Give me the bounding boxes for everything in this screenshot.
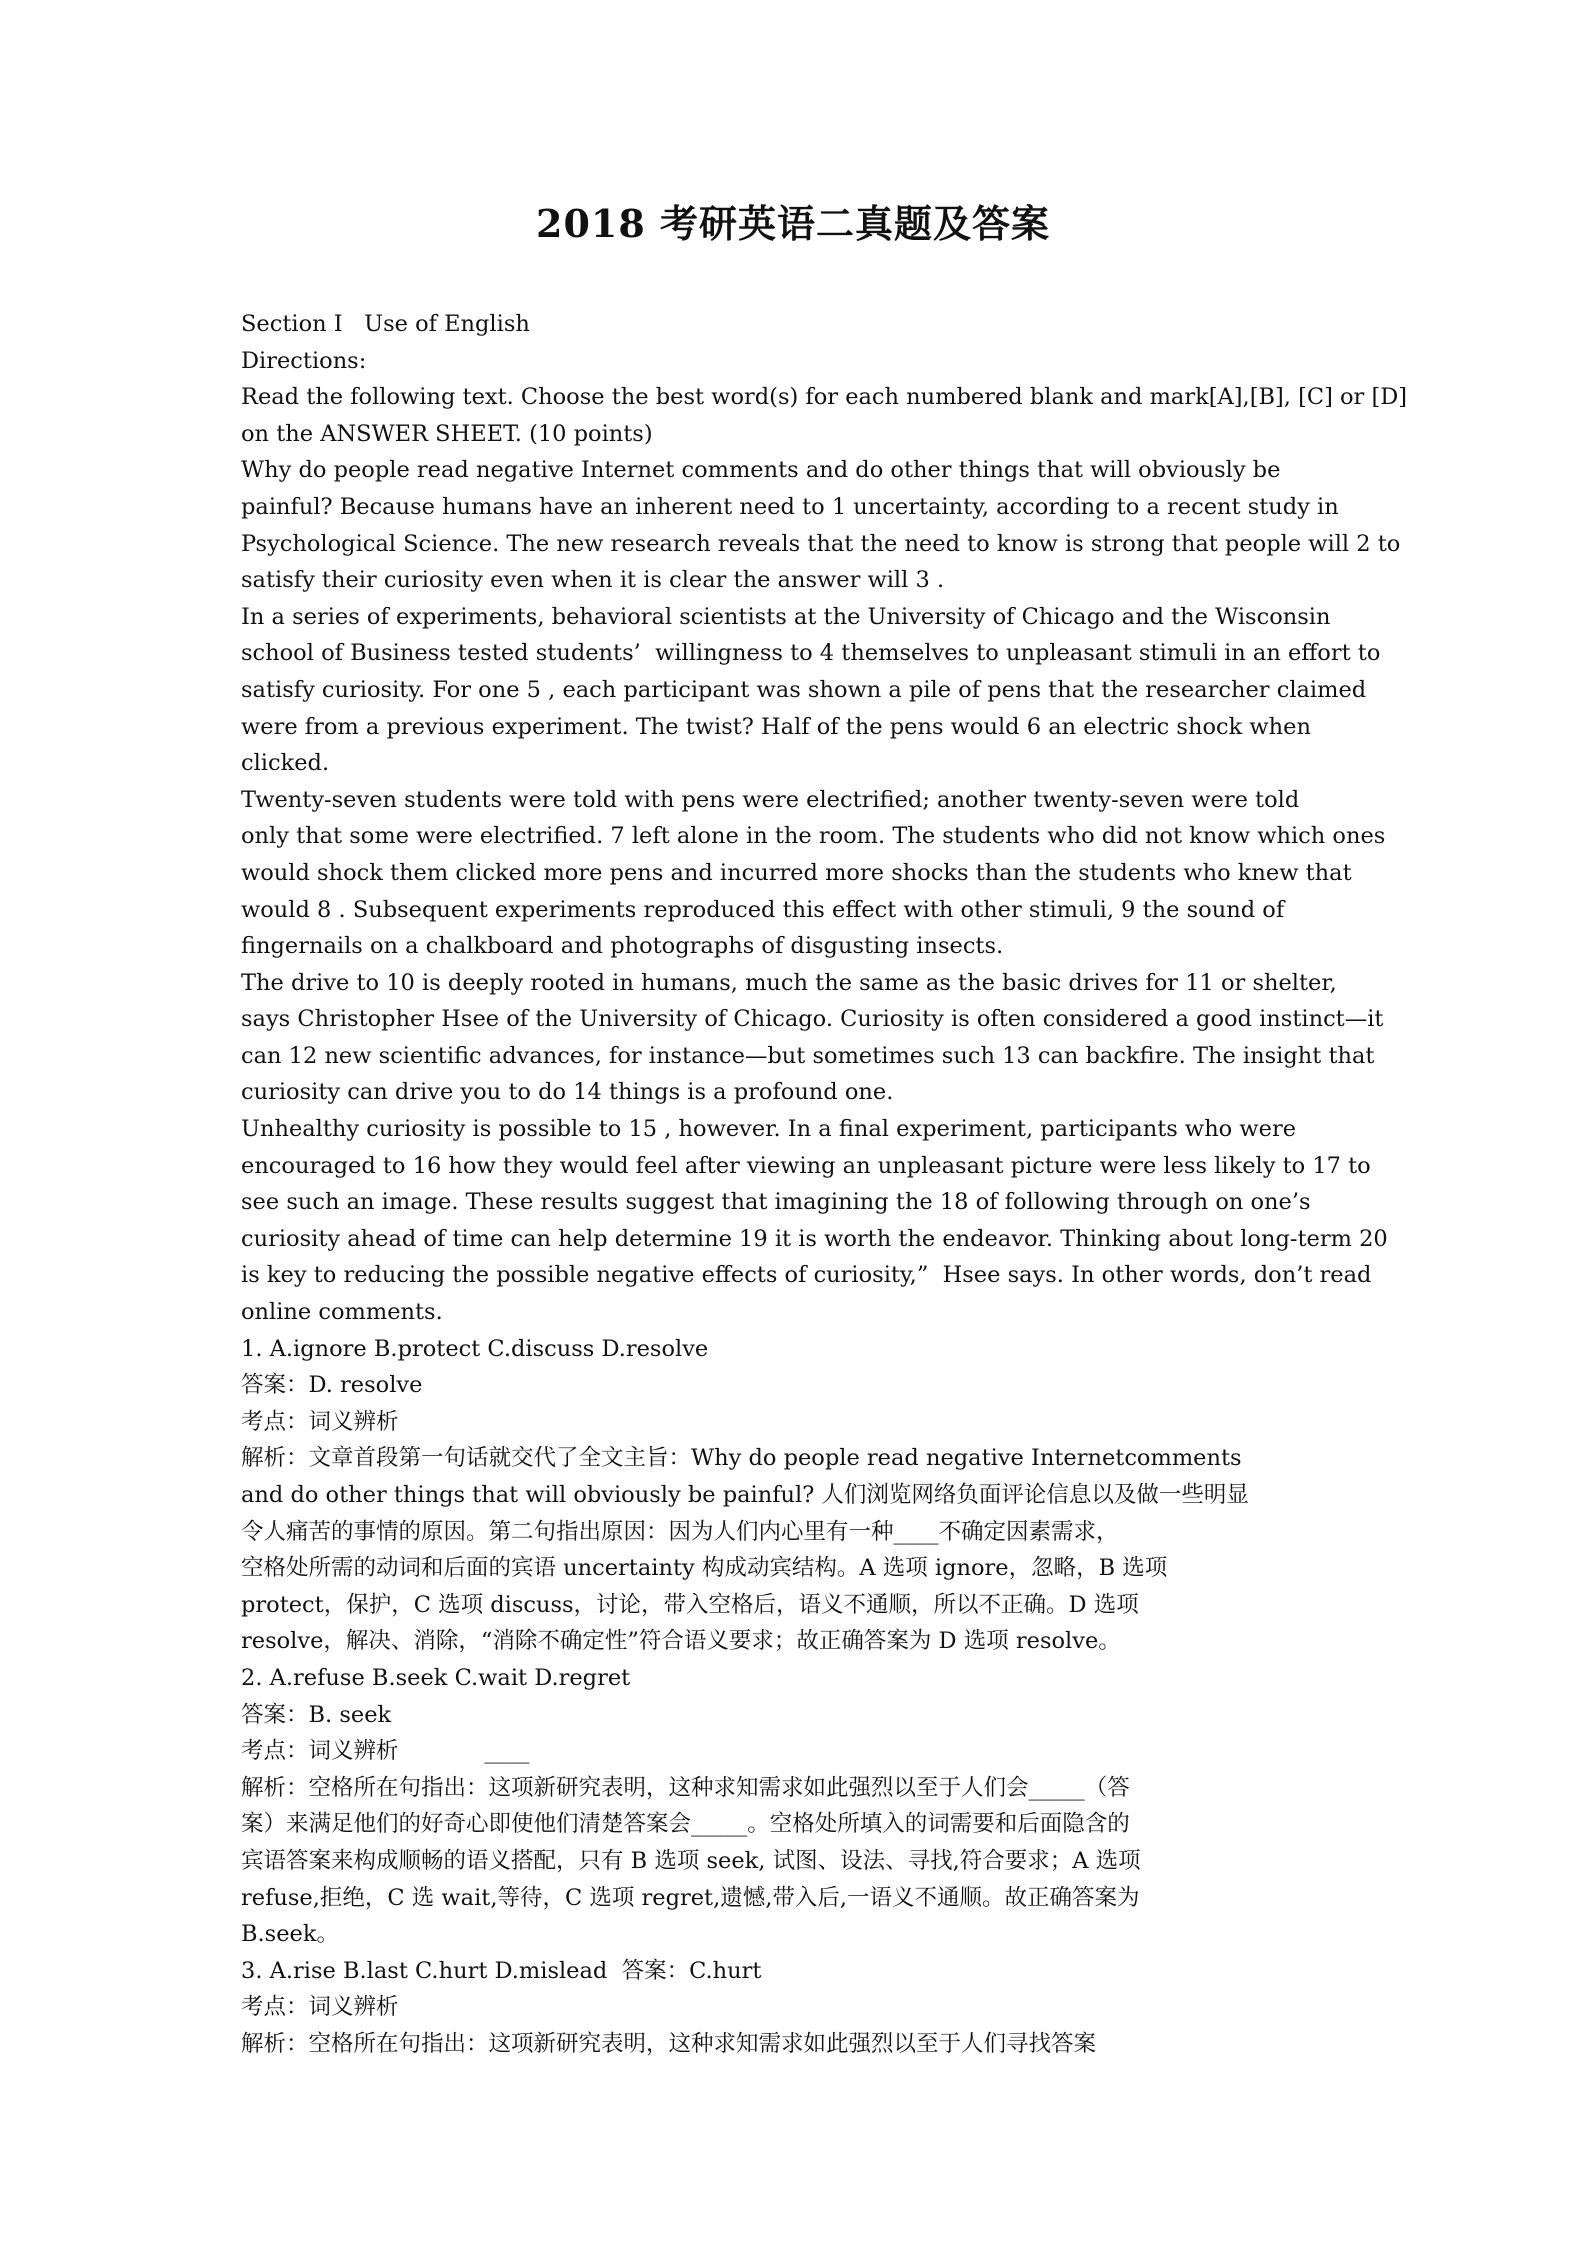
text-line: 2. A.refuse B.seek C.wait D.regret (241, 1664, 631, 1691)
text-line: satisfy their curiosity even when it is clear the answer will 3 . (241, 567, 945, 594)
text-line: 考点：词义辨析 ____ (241, 1738, 530, 1765)
text-line: Unhealthy curiosity is possible to 15 , however. In a final experiment, participants who were (241, 1116, 1297, 1143)
text-line: only that some were electrified. 7 left alone in the room. The students who did not know which ones (241, 823, 1386, 850)
text-line: 答案：D. resolve (241, 1372, 423, 1399)
text-line: would 8 . Subsequent experiments reproduced this effect with other stimuli, 9 the sound of (241, 896, 1285, 923)
text-line: fingernails on a chalkboard and photographs of disgusting insects. (241, 933, 1004, 960)
text-line: were from a previous experiment. The twist? Half of the pens would 6 an electric shock when (241, 713, 1311, 740)
text-line: 3. A.rise B.last C.hurt D.mislead 答案：C.hurt (241, 1957, 762, 1984)
text-line: resolve，解决、消除，“消除不确定性”符合语义要求；故正确答案为 D 选项 resolve。 (241, 1628, 1121, 1655)
text-line: 答案：B. seek (241, 1701, 392, 1728)
text-line: Directions: (241, 347, 367, 374)
text-line: The drive to 10 is deeply rooted in humans, much the same as the basic drives for 11 or shelter, (241, 969, 1337, 996)
text-line: 解析：空格所在句指出：这项新研究表明，这种求知需求如此强烈以至于人们会_____（答 (241, 1774, 1130, 1801)
text-line: In a series of experiments, behavioral scientists at the University of Chicago and the Wisconsin (241, 603, 1331, 630)
text-line: satisfy curiosity. For one 5 , each participant was shown a pile of pens that the researcher claimed (241, 676, 1367, 703)
text-line: 考点：词义辨析 (241, 1994, 399, 2021)
text-line: protect，保护，C 选项 discuss，讨论，带入空格后，语义不通顺，所以不正确。D 选项 (241, 1591, 1139, 1618)
text-line: 1. A.ignore B.protect C.discuss D.resolve (241, 1335, 709, 1362)
text-line: school of Business tested students’ willingness to 4 themselves to unpleasant stimuli in an effort to (241, 640, 1381, 667)
text-line: see such an image. These results suggest that imagining the 18 of following through on one’s (241, 1189, 1311, 1216)
text-line: Read the following text. Choose the best word(s) for each numbered blank and mark[A],[B], [C] or [D] (241, 384, 1408, 411)
text-line: Section I Use of English (241, 311, 530, 337)
text-line: curiosity ahead of time can help determine 19 it is worth the endeavor. Thinking about long-term 20 (241, 1225, 1388, 1252)
text-line: can 12 new scientific advances, for instance—but sometimes such 13 can backfire. The insight that (241, 1042, 1375, 1069)
text-line: clicked. (241, 750, 330, 777)
text-line: on the ANSWER SHEET. (10 points) (241, 420, 653, 447)
text-line: 考点：词义辨析 (241, 1408, 399, 1435)
text-line: 宾语答案来构成顺畅的语义搭配，只有 B 选项 seek, 试图、设法、寻找,符合要求；A 选项 (241, 1847, 1141, 1874)
document-body (241, 306, 1408, 2063)
text-line: and do other things that will obviously be painful? 人们浏览网络负面评论信息以及做一些明显 (241, 1482, 1249, 1508)
text-line: online comments. (241, 1299, 443, 1326)
text-line: painful? Because humans have an inherent need to 1 uncertainty, according to a recent study in (241, 493, 1339, 520)
text-line: Twenty-seven students were told with pens were electrified; another twenty-seven were told (241, 786, 1300, 813)
text-line: Why do people read negative Internet comments and do other things that will obviously be (241, 457, 1281, 484)
text-line: 解析：文章首段第一句话就交代了全文主旨：Why do people read negative Internetcomments (241, 1445, 1242, 1472)
text-line: refuse,拒绝，C 选 wait,等待，C 选项 regret,遗憾,带入后,一语义不通顺。故正确答案为 (241, 1884, 1140, 1911)
text-line: 空格处所需的动词和后面的宾语 uncertainty 构成动宾结构。A 选项 ignore，忽略，B 选项 (241, 1555, 1168, 1582)
text-line: is key to reducing the possible negative effects of curiosity,” Hsee says. In other words, don’t read (241, 1262, 1372, 1289)
text-line: would shock them clicked more pens and incurred more shocks than the students who knew that (241, 859, 1352, 886)
text-line: curiosity can drive you to do 14 things is a profound one. (241, 1079, 894, 1106)
text-line: Psychological Science. The new research reveals that the need to know is strong that people will 2 to (241, 530, 1401, 557)
text-line: 案）来满足他们的好奇心即使他们清楚答案会_____。空格处所填入的词需要和后面隐含的 (241, 1811, 1130, 1838)
text-line: B.seek。 (241, 1921, 339, 1948)
text-line: 解析：空格所在句指出：这项新研究表明，这种求知需求如此强烈以至于人们寻找答案 (241, 2030, 1097, 2057)
text-line: encouraged to 16 how they would feel after viewing an unpleasant picture were less likely to 17 to (241, 1152, 1371, 1179)
page-title: 2018 考研英语二真题及答案 (536, 201, 1050, 246)
text-line: 令人痛苦的事情的原因。第二句指出原因：因为人们内心里有一种____不确定因素需求， (241, 1518, 1119, 1545)
text-line: says Christopher Hsee of the University of Chicago. Curiosity is often considered a good instinct—it (241, 1006, 1384, 1033)
